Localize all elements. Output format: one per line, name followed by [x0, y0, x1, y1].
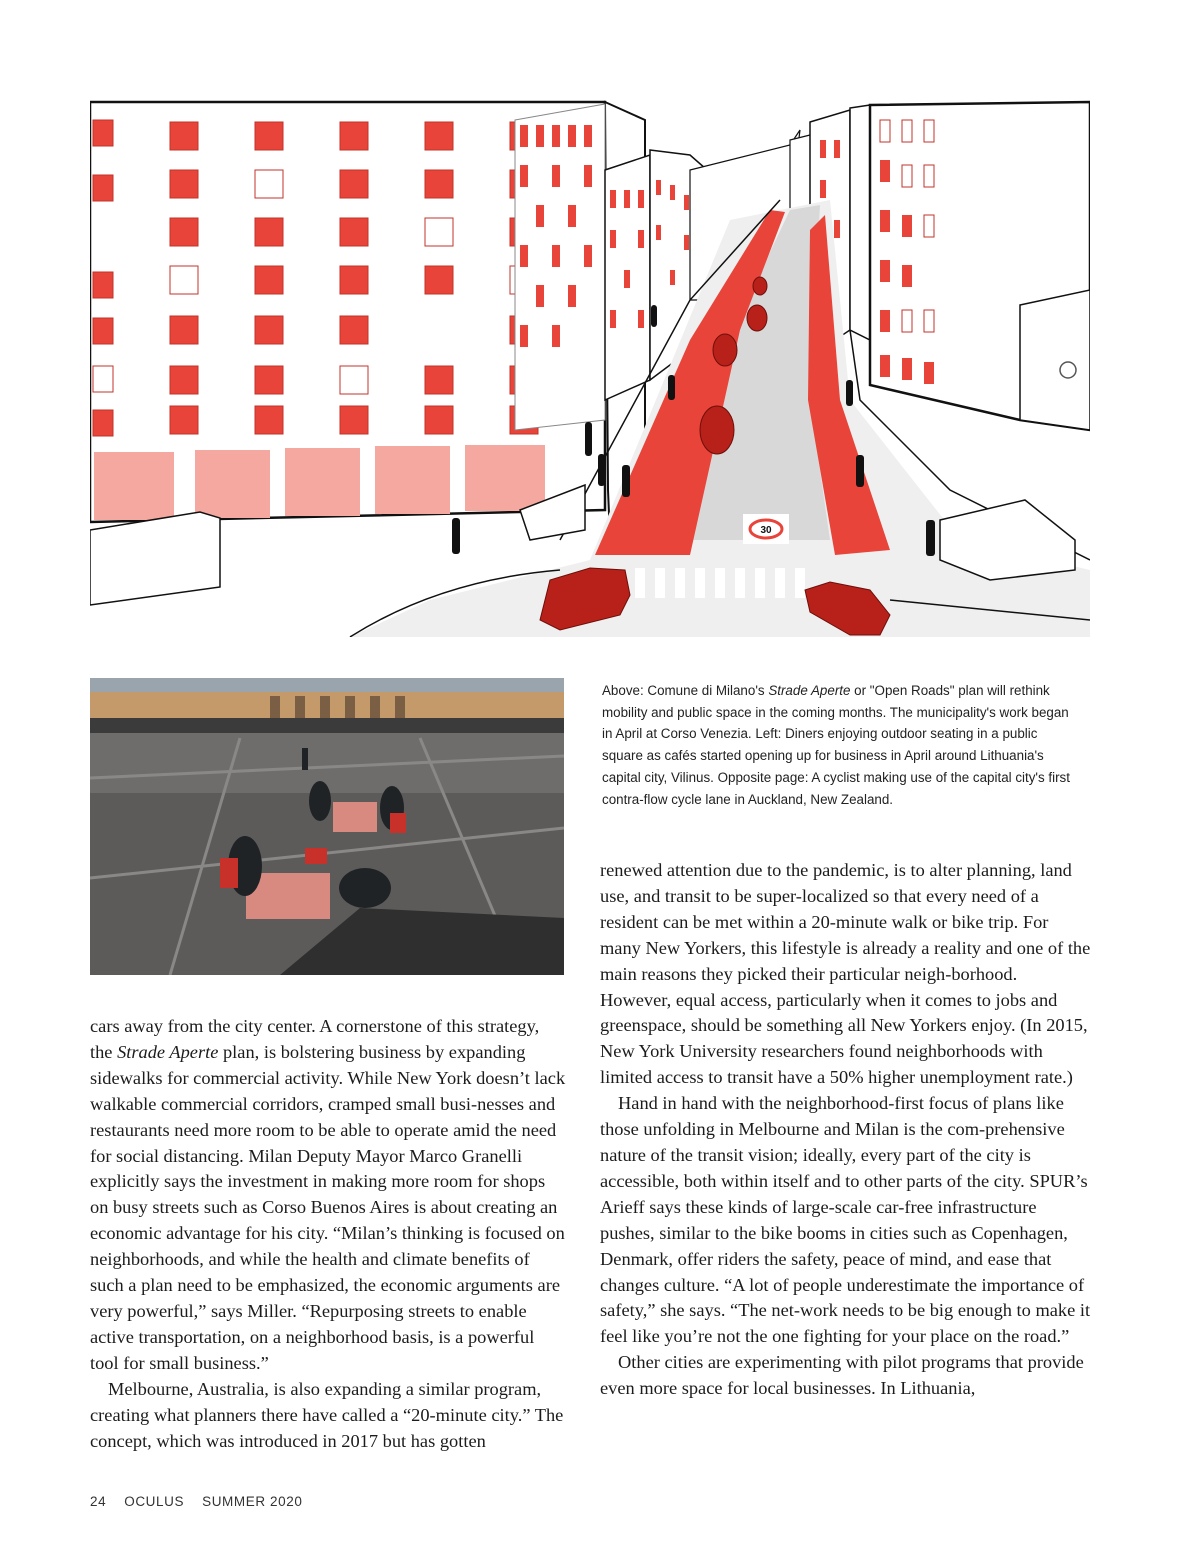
magazine-name: OCULUS [124, 1494, 185, 1509]
page-footer [90, 1494, 320, 1509]
paragraph-20-minute-city: renewed attention due to the pandemic, is to alter planning, land use, and transit to be super-localized so that every need of a resident can be met within a 20-minute walk or bike trip. For many New Yorkers, this lifestyle is already a reality and one of the main reasons they picked their particular neigh-borhood. However, equal access, particularly when it comes to jobs and greenspace, should be something all New Yorkers enjoy. (In 2015, New York University researchers found neighborhoods with limited access to transit have a 50% higher unemployment rate.) [600, 860, 1091, 1088]
issue-date: SUMMER 2020 [202, 1494, 303, 1509]
paragraph-pilot-programs: Other cities are experimenting with pilot programs that provide even more space for local businesses. In Lithuania, [600, 1352, 1084, 1399]
caption-text-rest: or "Open Roads" plan will rethink mobility and public space in the coming months. The municipality's work began in April at Corso Venezia. Left: Diners enjoying outdoor seating in a public square as cafés started opening up for business in April around Lithuania's capital city, Vilinus. Opposite page: A cyclist making use of the capital city's first contra-flow cycle lane in Auckland, New Zealand. [602, 683, 1070, 807]
street-illustration [90, 100, 1090, 637]
paragraph-transit-vision: Hand in hand with the neighborhood-first focus of plans like those unfolding in Melbourne and Milan is the com-prehensive nature of the transit vision; ideally, every part of the city is accessible, both within itself and to other parts of the city. SPUR’s Arieff says these kinds of large-scale car-free infrastructure pushes, similar to the bike booms in cities such as Copenhagen, Denmark, offer riders the safety, peace of mind, and ease that changes culture. “A lot of people underestimate the importance of safety,” she says. “The net-work needs to be big enough to make it feel like you’re not the one fighting for your place on the road.” [600, 1093, 1091, 1347]
plan-name-italic: Strade Aperte [117, 1041, 219, 1062]
caption-text-start: Above: Comune di Milano's [602, 683, 769, 698]
paragraph-text: cars away from the city center. A cornerstone of this strategy, the [90, 1016, 540, 1062]
caption-plan-name: Strade Aperte [768, 683, 851, 698]
page-number: 24 [90, 1494, 107, 1509]
speed-limit-marking: 30 [760, 525, 772, 536]
paragraph-melbourne: Melbourne, Australia, is also expanding a similar program, creating what planners there have called a “20-minute city.” The concept, which was introduced in 2017 but has gotten [90, 1378, 564, 1451]
vilnius-square-photo [90, 678, 564, 975]
article-column-left [90, 1014, 566, 1454]
paragraph-text: plan, is bolstering business by expanding sidewalks for commercial activity. While New York doesn’t lack walkable commercial corridors, cramped small busi-nesses and restaurants need more room to be able to operate amid the need for social distancing. Milan Deputy Mayor Marco Granelli explicitly says the investment in making more room for shops on busy streets such as Corso Buenos Aires is about creating an economic advantage for his city. “Milan’s thinking is focused on neighborhoods, and while the health and climate benefits of such a plan need to be emphasized, the economic arguments are very powerful,” says Miller. “Repurposing streets to enable active transportation, on a neighborhood basis, is a powerful tool for small business.” [90, 1041, 566, 1373]
paragraph-strade-aperte [90, 1014, 566, 1377]
photo-caption [602, 680, 1072, 810]
article-column-right [600, 858, 1092, 1402]
